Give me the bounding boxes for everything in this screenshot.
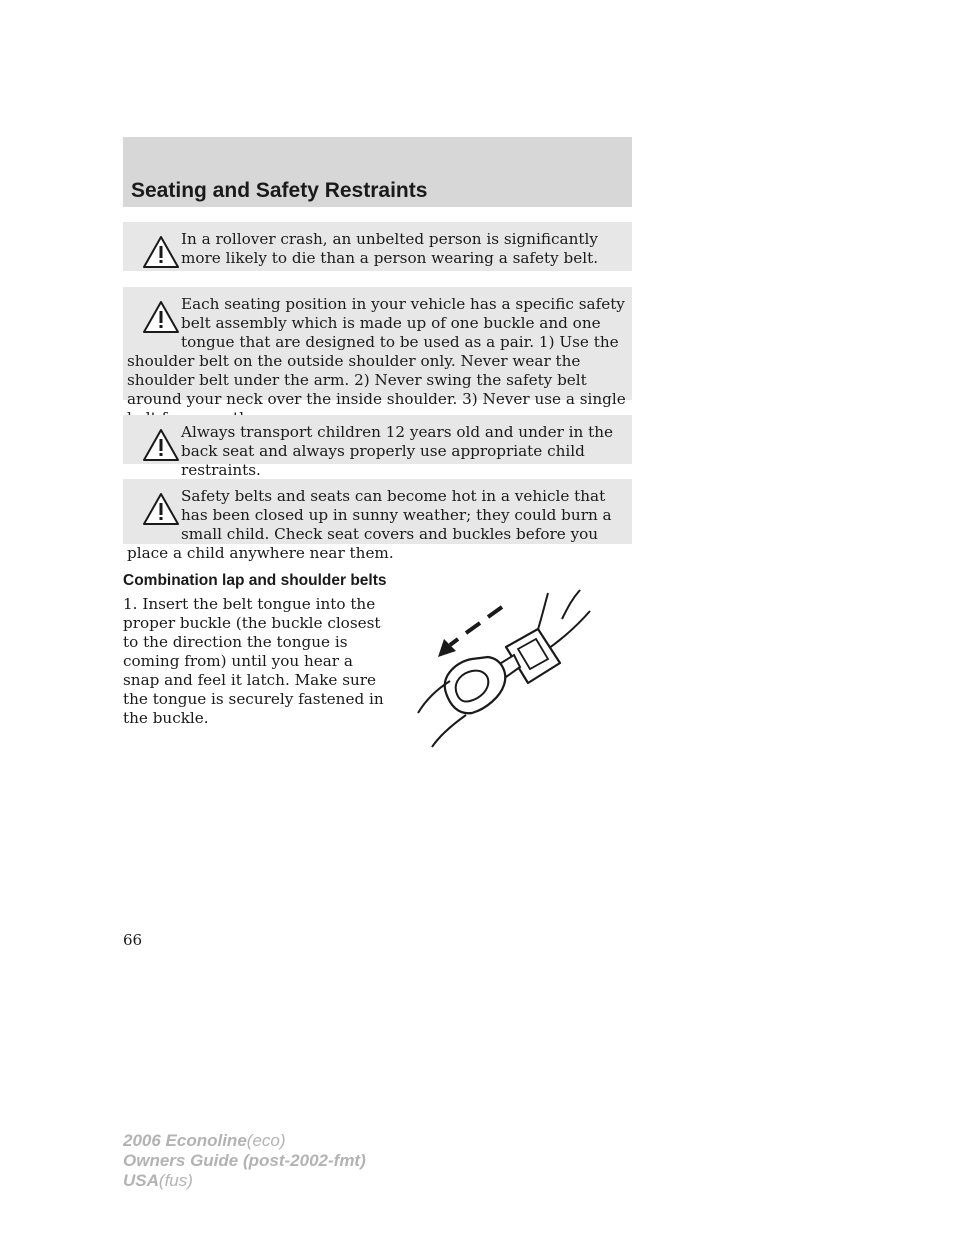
page-title: Seating and Safety Restraints bbox=[131, 179, 428, 202]
seat-belt-buckle-illustration bbox=[410, 585, 610, 755]
warning-box bbox=[123, 415, 632, 479]
section-header bbox=[123, 137, 632, 207]
section-heading: Combination lap and shoulder belts bbox=[123, 572, 387, 589]
warning-box bbox=[123, 222, 632, 271]
warning-box bbox=[123, 287, 632, 408]
warning-triangle-icon bbox=[141, 491, 181, 527]
warning-text: In a rollover crash, an unbelted person is significantly more likely to die than a person wearing a safety belt. bbox=[181, 230, 599, 267]
warning-text: Safety belts and seats can become hot in a vehicle that has been closed up in sunny weather; they could burn a small child. Check seat covers and buckles before you place a child anywhere near them. bbox=[127, 487, 612, 562]
warning-triangle-icon bbox=[141, 234, 181, 270]
footer-model-code: (eco) bbox=[246, 1131, 286, 1150]
warning-triangle-icon bbox=[141, 299, 181, 335]
page-number: 66 bbox=[123, 931, 143, 949]
footer-guide: Owners Guide (post-2002-fmt) bbox=[123, 1151, 366, 1170]
footer-model: 2006 Econoline bbox=[123, 1131, 247, 1150]
warning-text: Each seating position in your vehicle has a specific safety belt assembly which is made up of one buckle and one tongue that are designed to be used as a pair. 1) Use the shoulder belt on the outside shoulder only. Never wear the shoulder belt under the arm. 2) Never swing the safety belt around your neck over the inside shoulder. 3) Never use a single bbox=[127, 295, 626, 408]
instruction-step-1: 1. Insert the belt tongue into the proper buckle (the buckle closest to the direction the tongue is coming from) until you hear a snap and feel it latch. Make sure the tongue is securely fastened in the buckle. bbox=[123, 595, 384, 727]
footer-market: USA bbox=[123, 1171, 159, 1190]
warning-box bbox=[123, 479, 632, 562]
warning-triangle-icon bbox=[141, 427, 181, 463]
warning-text: Always transport children 12 years old and under in the back seat and always properly use appropriate child restraints. bbox=[181, 423, 614, 479]
footer-market-code: (fus) bbox=[158, 1171, 193, 1190]
document-footer bbox=[123, 1131, 366, 1191]
